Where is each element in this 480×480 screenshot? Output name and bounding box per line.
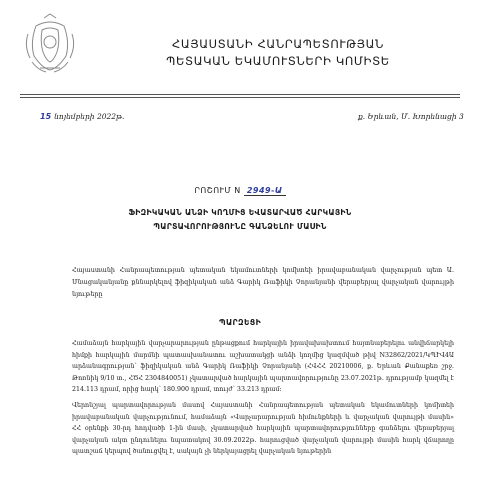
document-address: ք. Երևան, Մ. Խորենացի 3 [358,112,464,121]
header-divider-top [20,94,460,95]
subject-line-2: ՊԱՐՏԱՎՈՐՈՒԹՅՈՒՆԸ ԳԱՆՁԵԼՈՒ ՄԱՍԻՆ [153,222,327,231]
header-divider-bottom [20,97,460,98]
handwritten-day: 15 [40,112,52,121]
document-date [40,112,124,121]
order-heading [0,186,480,196]
order-label: ՐՈՇՈՒՄ N [194,186,241,195]
authority-line-2: ՊԵՏԱԿԱՆ ԵԿԱՄՈՒՏՆԵՐԻ ԿՈՄԻՏԵ [166,54,390,68]
body-paragraph-2: Վերոնշյալ պարտավորության մասով Հայաստանի Հանրապետության պետական եկամուտների կոմիտեի իրավաբանական վարչությունում, համաձայն «Վարչարարության հիմունքների և վարչական վարույթի մասին» ՀՀ օրենքի 30-րդ հոդվածի 1-ին մասի, չկատարված հարկային պարտավորությունները գանձելու վերաբերյալ վարչական ակտ ընդունելու նպատակով 30.09.2022թ. հարուցված վարչական վարույթի մասին հարկ վճարողը պատշաճ կերպով ծանուցվել է, սակայն չի ներկայացրել վարչական նյութերին [72,402,454,455]
issuing-authority [128,36,428,70]
order-number: 2949-Ա [244,186,286,196]
body-paragraph-1: Համաձայն հարկային վարչարարության ընթացքում հարկային իրավախախտում հայտնաբերելու անվիճարկելի հիմքի հարկային մարմնի պատասխանատու աշխատակցի անձի կողմից կազմված թիվ N32862/2021/ԿՊՒՎ4Ա արձանագրության՝ ֆիզիկական անձ Գարիկ Ռաֆիկի Չորանյանի (ՀՎՀՀ 20210006, ք. Երևան Քանաքեռ շրջ. Թոռնիկ 9/10 տ., ՀԾՀ 2304840051) չկատարված հարկային պարտավորությունը 23.07.2021թ. դրությամբ կազմել է 214.113 դրամ, որից հարկ՝ 180.900 դրամ, տույժ՝ 33.213 դրամ: [72,340,454,393]
authority-line-1: ՀԱՅԱՍՏԱՆԻ ՀԱՆՐԱՊԵՏՈՒԹՅԱՆ [172,37,384,51]
date-text: նոյեմբերի 2022թ. [54,112,125,121]
preamble-text: Հայաստանի Հանրապետության պետական եկամուտների կոմիտեի իրավաբանական վարչության պետ Ա. Մնացականյանը քննարկելով ֆիզիկական անձ Գարիկ Ռաֆիկի Չորանյանի վերաբերյալ վարչական վարույթի նյութերը [72,266,454,298]
subject-line-1: ՖԻԶԻԿԱԿԱՆ ԱՆՁԻ ԿՈՂՄԻՑ ԵՎԱՏԱՐՎԱԾ ՀԱՐԿԱՅԻՆ [128,208,352,217]
decree-title: ՊԱՐԶԵՑԻ [218,318,262,327]
coat-of-arms-emblem [22,12,78,74]
order-subject [0,206,480,234]
